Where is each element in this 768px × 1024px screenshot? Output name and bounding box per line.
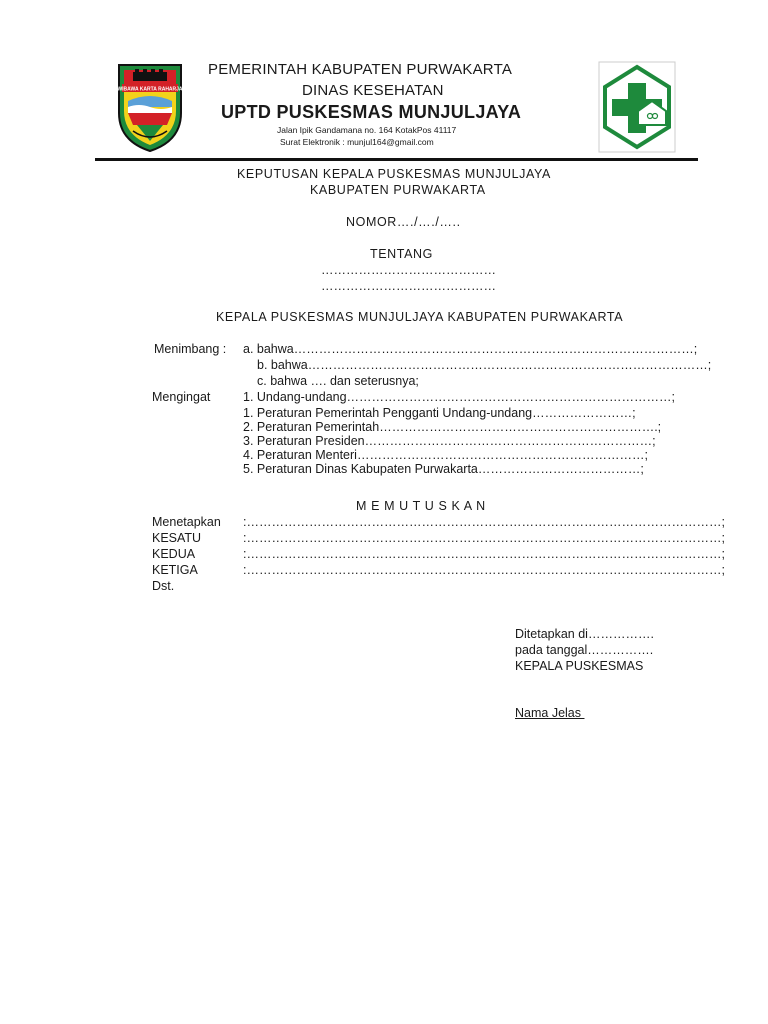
emblem-banner: WIBAWA KARTA RAHARJA [117, 86, 183, 93]
mengingat-item: 5. Peraturan Dinas Kabupaten Purwakarta…………………………………; [243, 462, 644, 476]
mengingat-item: 4. Peraturan Menteri……………………………………………………………; [243, 448, 648, 462]
menimbang-item: a. bahwa……………………………………………………………………………………; [243, 342, 698, 356]
kesatu-label: KESATU [152, 531, 202, 545]
mengingat-item: 2. Peraturan Pemerintah………………………………………………………….; [243, 420, 662, 434]
kesatu-value: :……………………………………………………………………………………………………; [243, 531, 725, 545]
kop-dinas: DINAS KESEHATAN [302, 82, 444, 99]
kop-address: Jalan Ipik Gandamana no. 164 KotakPos 41117 [277, 125, 457, 135]
title-nomor: NOMOR…./…./….. [346, 215, 461, 229]
title-line2: KABUPATEN PURWAKARTA [310, 183, 486, 197]
signature-ditetapkan: Ditetapkan di……………. [515, 627, 654, 641]
signature-jabatan: KEPALA PUSKESMAS [515, 659, 644, 673]
letterhead-rule [95, 158, 698, 161]
menetapkan-value: :……………………………………………………………………………………………………; [243, 515, 725, 529]
kop-uptd: UPTD PUSKESMAS MUNJULJAYA [221, 102, 522, 122]
signature-nama: Nama Jelas [515, 706, 585, 720]
title-tentang: TENTANG [370, 247, 433, 261]
menetapkan-label: Menetapkan [152, 515, 221, 529]
kop-email: Surat Elektronik : munjul164@gmail.com [280, 137, 434, 147]
ketiga-value: :……………………………………………………………………………………………………; [243, 563, 725, 577]
ketiga-label: KETIGA [152, 563, 198, 577]
kedua-label: KEDUA [152, 547, 196, 561]
mengingat-item: 1. Peraturan Pemerintah Pengganti Undang-undang……………………; [243, 406, 636, 420]
kop-pemerintah: PEMERINTAH KABUPATEN PURWAKARTA [208, 61, 513, 78]
mengingat-label: Mengingat [152, 390, 211, 404]
mengingat-item: 3. Peraturan Presiden……………………………………………………………; [243, 434, 656, 448]
title-dots-2: …………………………………… [321, 279, 496, 293]
signature-tanggal: pada tanggal……………. [515, 643, 654, 657]
menimbang-item: c. bahwa …. dan seterusnya; [257, 374, 419, 388]
title-line1: KEPUTUSAN KEPALA PUSKESMAS MUNJULJAYA [237, 167, 551, 181]
emblem-kabupaten [115, 61, 185, 153]
dst-label: Dst. [152, 579, 175, 593]
title-dots-1: …………………………………… [321, 263, 496, 277]
title-kepala: KEPALA PUSKESMAS MUNJULJAYA KABUPATEN PURWAKARTA [216, 310, 624, 324]
logo-puskesmas-icon [598, 61, 676, 153]
memutuskan-heading: M E M U T U S K A N [356, 499, 486, 513]
mengingat-item: 1. Undang-undang……………………………………………………………………; [243, 390, 676, 404]
menimbang-label: Menimbang : [154, 342, 227, 356]
kedua-value: :……………………………………………………………………………………………………; [243, 547, 725, 561]
menimbang-item: b. bahwa……………………………………………………………………………………; [257, 358, 712, 372]
